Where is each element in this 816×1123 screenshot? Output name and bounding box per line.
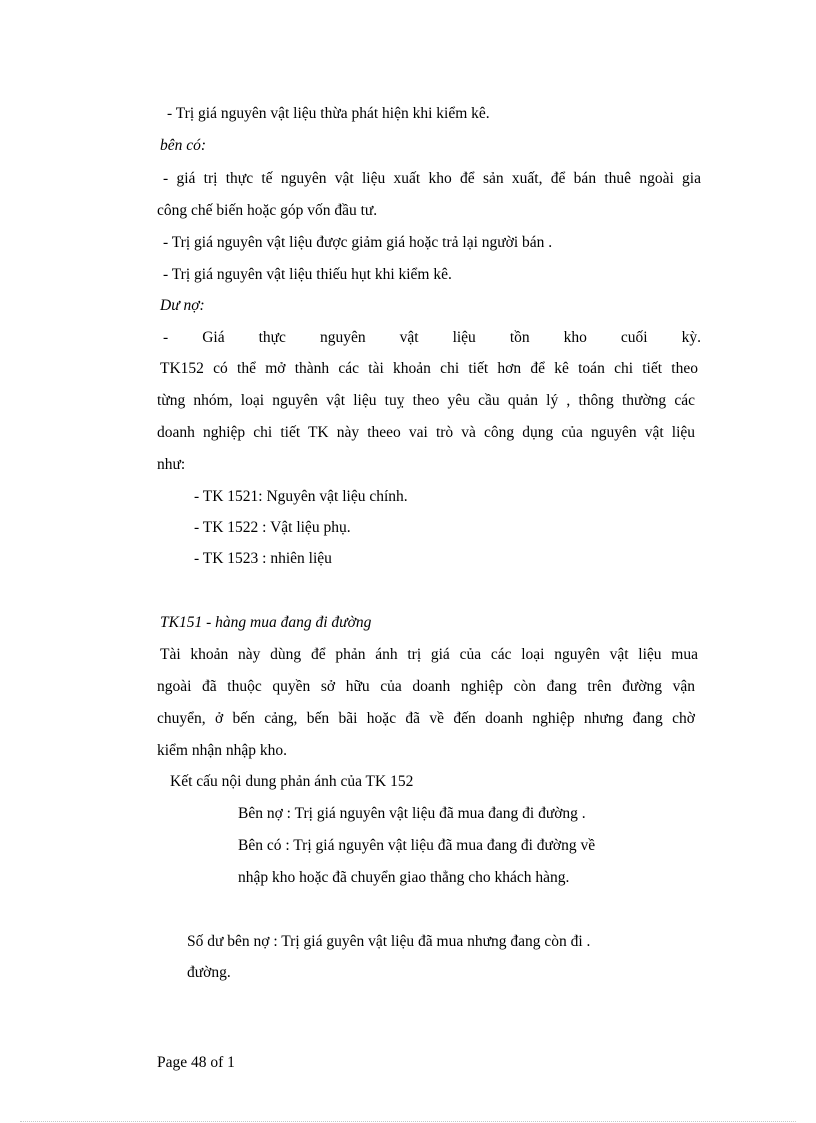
list-item: - TK 1521: Nguyên vật liệu chính. [194, 488, 408, 505]
list-item: - TK 1523 : nhiên liệu [194, 550, 332, 567]
paragraph-line: đường. [187, 964, 231, 981]
paragraph-line: công chế biến hoặc góp vốn đầu tư. [157, 202, 378, 219]
word: cuối [620, 329, 648, 346]
word: liệu [452, 329, 476, 346]
paragraph-line: như: [157, 456, 186, 473]
word: vật [399, 329, 419, 346]
paragraph-line: TK152 có thể mở thành các tài khoản chi tiết hơn để kê toán chi tiết theo [160, 360, 698, 377]
list-item: - TK 1522 : Vật liệu phụ. [194, 519, 351, 536]
word: - [163, 329, 169, 346]
word: thực [258, 329, 286, 346]
section-label-ben-co: bên có: [160, 137, 207, 154]
section-label-du-no: Dư nợ: [160, 297, 205, 314]
word: kỳ. [681, 329, 701, 346]
paragraph-line: nhập kho hoặc đã chuyển giao thẳng cho khách hàng. [238, 869, 570, 886]
word: tồn [509, 329, 530, 346]
paragraph-line: từng nhóm, loại nguyên vật liệu tuỵ theo yêu cầu quản lý , thông thường các [157, 392, 695, 409]
word: Giá [202, 329, 225, 346]
paragraph-line: Tài khoản này dùng để phản ánh trị giá của các loại nguyên vật liệu mua [160, 646, 698, 663]
page-bottom-divider [20, 1121, 796, 1122]
paragraph-line: - giá trị thực tế nguyên vật liệu xuất kho để sản xuất, để bán thuê ngoài gia [163, 170, 701, 187]
paragraph-line: doanh nghiệp chi tiết TK này theeo vai trò và công dụng của nguyên vật liệu [157, 424, 695, 441]
word: kho [563, 329, 587, 346]
paragraph-line: Bên có : Trị giá nguyên vật liệu đã mua đang đi đường về [238, 837, 596, 854]
page-number: Page 48 of 1 [157, 1054, 235, 1071]
paragraph-line: - Trị giá nguyên vật liệu được giảm giá hoặc trả lại người bán . [163, 234, 553, 251]
paragraph-line: ngoài đã thuộc quyền sở hữu của doanh nghiệp còn đang trên đường vận [157, 678, 695, 695]
paragraph-line: - Trị giá nguyên vật liệu thiếu hụt khi kiểm kê. [163, 266, 452, 283]
word: nguyên [319, 329, 366, 346]
paragraph-line: chuyển, ở bến cảng, bến bãi hoặc đã về đến doanh nghiệp nhưng đang chờ [157, 710, 695, 727]
section-heading-tk151: TK151 - hàng mua đang đi đường [160, 614, 372, 631]
paragraph-line: - Trị giá nguyên vật liệu thừa phát hiện khi kiểm kê. [167, 105, 490, 122]
paragraph-line: Kết cấu nội dung phản ánh của TK 152 [170, 773, 414, 790]
paragraph-line: kiểm nhận nhập kho. [157, 742, 288, 759]
justified-line [163, 328, 701, 348]
paragraph-line: Bên nợ : Trị giá nguyên vật liệu đã mua đang đi đường . [238, 805, 586, 822]
paragraph-line: Số dư bên nợ : Trị giá guyên vật liệu đã mua nhưng đang còn đi . [187, 933, 591, 950]
